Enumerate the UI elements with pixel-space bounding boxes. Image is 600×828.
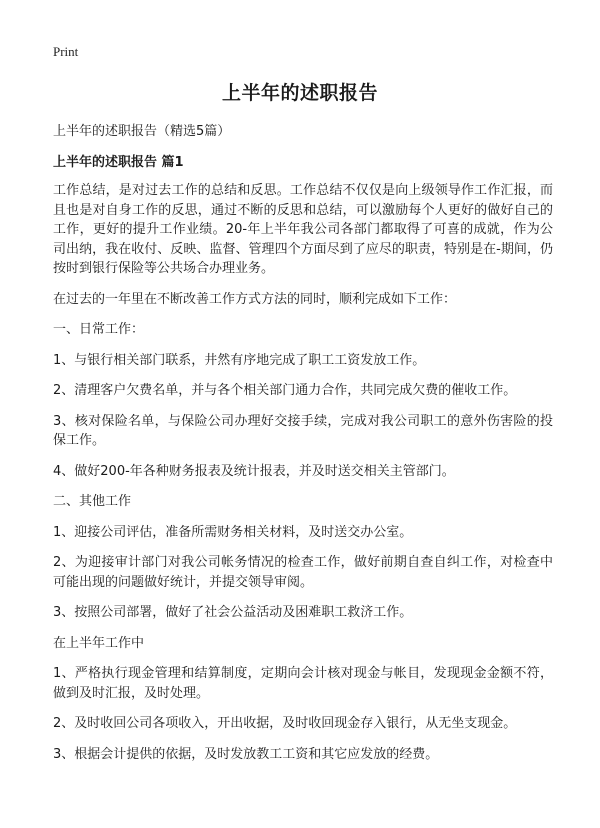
- paragraph: 3、按照公司部署，做好了社会公益活动及困难职工救济工作。: [53, 605, 413, 620]
- paragraph: 一、日常工作：: [53, 322, 145, 337]
- document-body: [53, 181, 553, 775]
- print-label[interactable]: Print: [53, 44, 79, 59]
- paragraph: 工作总结，是对过去工作的总结和反思。工作总结不仅仅是向上级领导作工作汇报，而且也是对自身工作的反思，通过不断的反思和总结，可以激励每个人更好的做好自己的工作，更好的提升工作业绩。20-年上半年我公司各部门都取得了可喜的成就，作为公司出纳，我在收付、反映、监督、管理四个方面尽到了应尽的职责，特别是在-期间，仍按时到银行保险等公共场合办理业务。: [53, 183, 553, 276]
- document-subtitle: 上半年的述职报告（精选5篇）: [53, 124, 231, 139]
- paragraph: 3、根据会计提供的依据，及时发放教工工资和其它应发放的经费。: [53, 746, 439, 762]
- paragraph: 1、迎接公司评估，准备所需财务相关材料，及时送交办公室。: [53, 524, 413, 540]
- paragraph: 2、为迎接审计部门对我公司帐务情况的检查工作，做好前期自查自纠工作，对检查中可能出现的问题做好统计，并提交领导审阅。: [53, 555, 553, 590]
- paragraph: 3、核对保险名单，与保险公司办理好交接手续，完成对我公司职工的意外伤害险的投保工作。: [53, 413, 553, 448]
- paragraph: 1、与银行相关部门联系，井然有序地完成了职工工资发放工作。: [53, 352, 426, 368]
- paragraph: 1、严格执行现金管理和结算制度，定期向会计核对现金与帐目，发现现金金额不符，做到及时汇报，及时处理。: [53, 666, 553, 701]
- paragraph: 2、及时收回公司各项收入，开出收据，及时收回现金存入银行，从无坐支现金。: [53, 716, 517, 731]
- page-title: 上半年的述职报告: [221, 82, 378, 104]
- section-heading: 上半年的述职报告 篇1: [53, 155, 184, 170]
- paragraph: 在上半年工作中: [53, 635, 145, 651]
- paragraph: 4、做好200-年各种财务报表及统计报表，并及时送交相关主管部门。: [53, 463, 455, 479]
- paragraph: 2、清理客户欠费名单，并与各个相关部门通力合作，共同完成欠费的催收工作。: [53, 383, 517, 398]
- paragraph: 在过去的一年里在不断改善工作方式方法的同时，顺利完成如下工作：: [53, 291, 457, 307]
- paragraph: 二、其他工作: [53, 494, 132, 509]
